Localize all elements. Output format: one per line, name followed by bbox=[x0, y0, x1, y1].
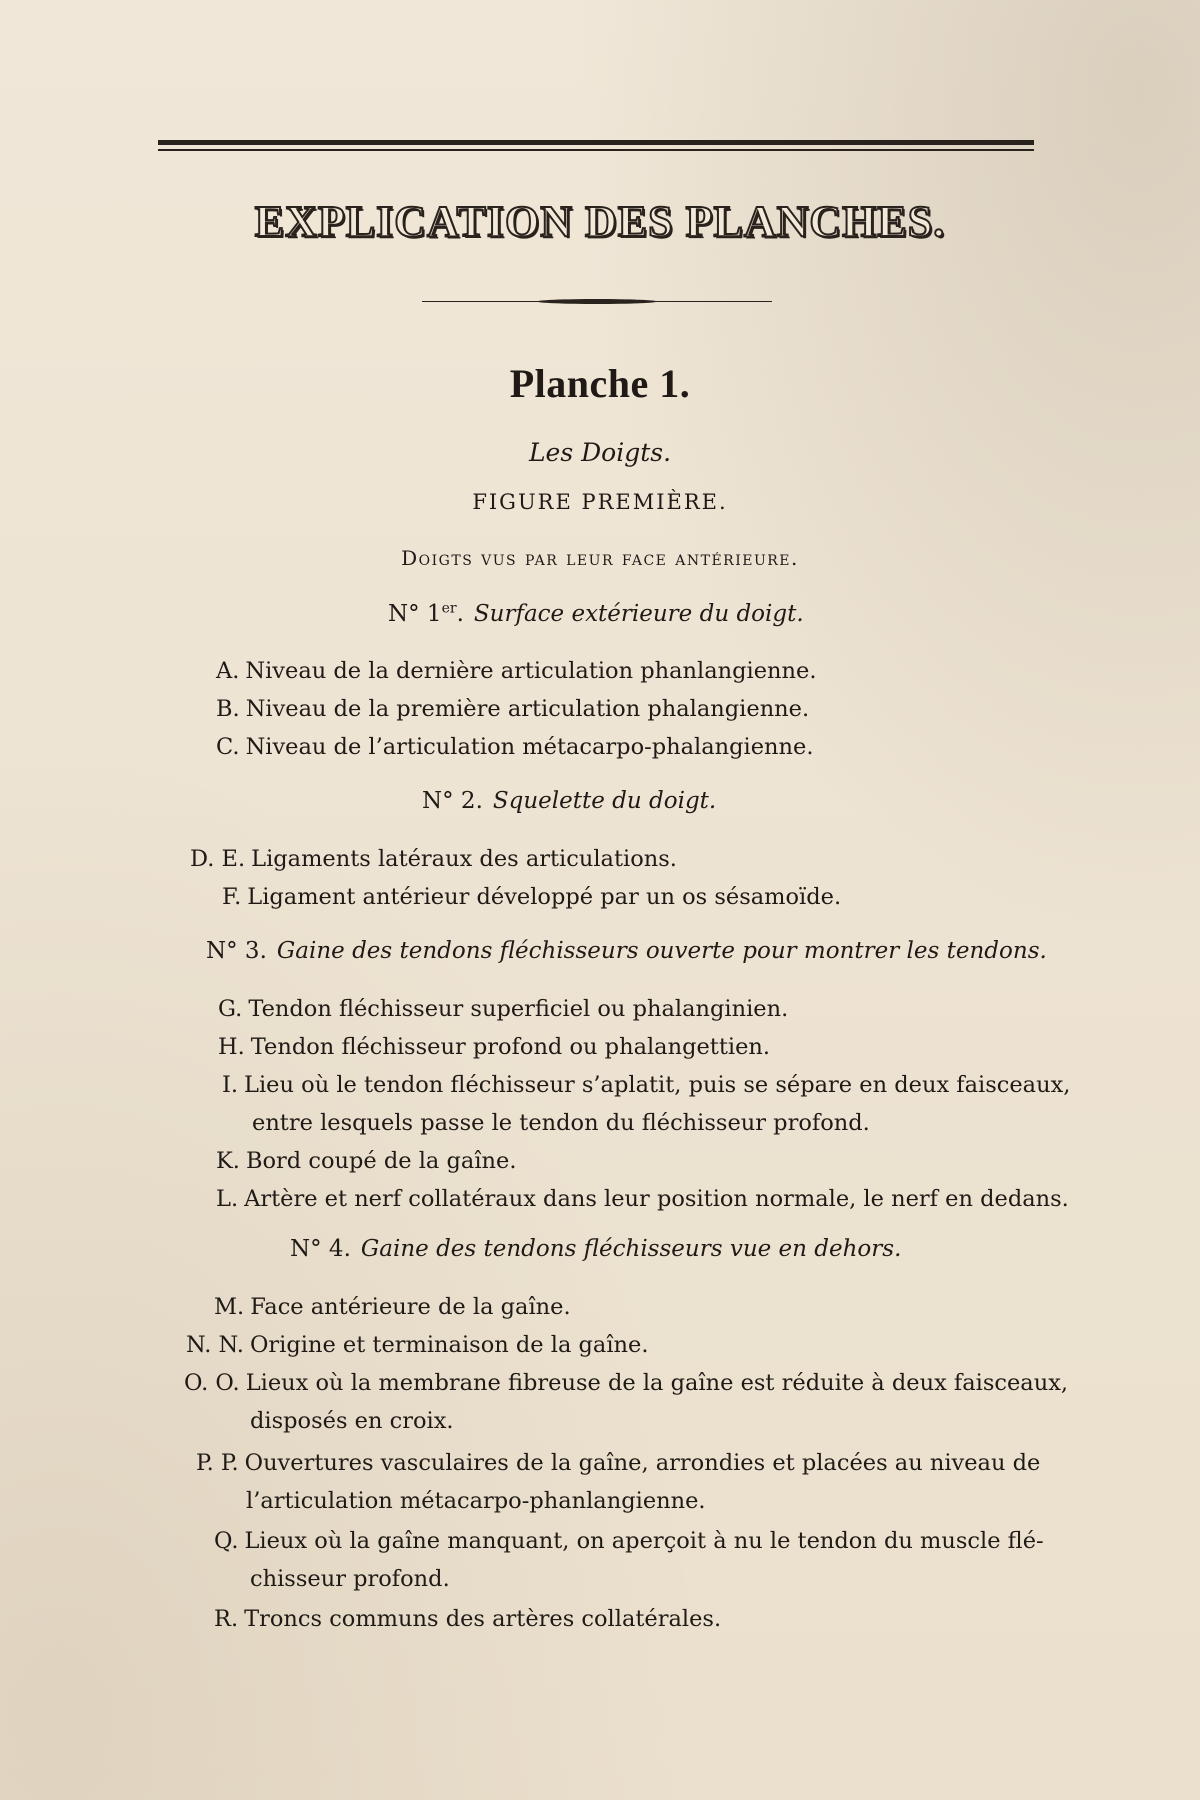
entry-letter: I. bbox=[222, 1072, 239, 1098]
section-title: Gaine des tendons fléchisseurs vue en dehors. bbox=[360, 1236, 902, 1262]
entry-letter: C. bbox=[216, 734, 240, 760]
section-number: N° 1er. bbox=[388, 600, 464, 627]
main-title: EXPLICATION DES PLANCHES. bbox=[254, 197, 946, 246]
entry-letter: D. E. bbox=[190, 846, 246, 872]
entry-text: Tendon fléchisseur superficiel ou phalanginien. bbox=[248, 996, 789, 1022]
entry-A bbox=[216, 652, 817, 690]
entry-O-O-continuation: disposés en croix. bbox=[250, 1408, 454, 1434]
entry-B bbox=[216, 690, 809, 728]
entry-I bbox=[222, 1066, 1070, 1104]
entry-letter: H. bbox=[218, 1034, 245, 1060]
ornament-center bbox=[537, 299, 657, 304]
entry-letter: R. bbox=[214, 1606, 239, 1632]
section-title: Squelette du doigt. bbox=[492, 788, 717, 814]
entry-Q bbox=[214, 1522, 1044, 1560]
section-number: N° 4. bbox=[290, 1236, 351, 1262]
entry-text: Lieux où la gaîne manquant, on aperçoit à nu le tendon du muscle flé- bbox=[244, 1528, 1044, 1554]
entry-F bbox=[222, 878, 841, 916]
entry-R bbox=[214, 1600, 721, 1638]
entry-text: Ligament antérieur développé par un os sésamoïde. bbox=[247, 884, 842, 910]
entry-letter: L. bbox=[216, 1186, 239, 1212]
top-rule-thick bbox=[158, 140, 1034, 145]
entry-text: Niveau de la dernière articulation phanlangienne. bbox=[245, 658, 817, 684]
entry-letter: O. O. bbox=[184, 1370, 240, 1396]
entry-text: Origine et terminaison de la gaîne. bbox=[249, 1332, 649, 1358]
entry-D-E bbox=[190, 840, 677, 878]
entry-letter: A. bbox=[216, 658, 240, 684]
section-title: Gaine des tendons fléchisseurs ouverte pour montrer les tendons. bbox=[276, 938, 1047, 964]
entry-letter: P. P. bbox=[196, 1450, 239, 1476]
section-heading-4 bbox=[290, 1236, 901, 1262]
entry-P-P-continuation: l’articulation métacarpo-phanlangienne. bbox=[246, 1488, 706, 1514]
entry-text: Niveau de la première articulation phalangienne. bbox=[245, 696, 810, 722]
entry-text: Ouvertures vasculaires de la gaîne, arrondies et placées au niveau de bbox=[244, 1450, 1041, 1476]
plate-subtitle: Les Doigts. bbox=[528, 438, 672, 467]
entry-letter: B. bbox=[216, 696, 240, 722]
entry-text: Troncs communs des artères collatérales. bbox=[244, 1606, 722, 1632]
entry-C bbox=[216, 728, 814, 766]
entry-letter: Q. bbox=[214, 1528, 239, 1554]
entry-text: Lieux où la membrane fibreuse de la gaîne est réduite à deux faisceaux, bbox=[245, 1370, 1069, 1396]
entry-letter: G. bbox=[218, 996, 243, 1022]
section-heading-1 bbox=[388, 600, 804, 627]
entry-P-P bbox=[196, 1444, 1040, 1482]
entry-letter: K. bbox=[216, 1148, 240, 1174]
entry-Q-continuation: chisseur profond. bbox=[250, 1566, 450, 1592]
entry-text: Lieu où le tendon fléchisseur s’aplatit, puis se sépare en deux faisceaux, bbox=[244, 1072, 1071, 1098]
entry-L bbox=[216, 1180, 1069, 1218]
top-double-rule bbox=[158, 140, 1034, 154]
section-number: N° 3. bbox=[206, 938, 267, 964]
entry-G bbox=[218, 990, 788, 1028]
entry-letter: N. N. bbox=[186, 1332, 244, 1358]
entry-text: Face antérieure de la gaîne. bbox=[250, 1294, 571, 1320]
figure-caption: Doigts vus par leur face antérieure. bbox=[401, 546, 799, 570]
section-number: N° 2. bbox=[422, 788, 483, 814]
entry-I-continuation: entre lesquels passe le tendon du fléchisseur profond. bbox=[252, 1110, 870, 1136]
planche-heading: Planche 1. bbox=[509, 361, 691, 406]
entry-letter: M. bbox=[214, 1294, 245, 1320]
section-heading-2 bbox=[422, 788, 716, 814]
entry-text: Tendon fléchisseur profond ou phalangettien. bbox=[250, 1034, 771, 1060]
entry-letter: F. bbox=[222, 884, 242, 910]
entry-K bbox=[216, 1142, 516, 1180]
entry-text: Niveau de l’articulation métacarpo-phalangienne. bbox=[245, 734, 814, 760]
top-rule-thin bbox=[158, 149, 1034, 151]
section-heading-3 bbox=[206, 938, 1047, 964]
entry-text: Bord coupé de la gaîne. bbox=[245, 1148, 517, 1174]
entry-text: Artère et nerf collatéraux dans leur position normale, le nerf en dedans. bbox=[244, 1186, 1069, 1212]
entry-O-O bbox=[184, 1364, 1068, 1402]
entry-H bbox=[218, 1028, 770, 1066]
entry-M bbox=[214, 1288, 571, 1326]
section-title: Surface extérieure du doigt. bbox=[473, 600, 804, 627]
figure-heading: FIGURE PREMIÈRE. bbox=[472, 490, 728, 514]
entry-text: Ligaments latéraux des articulations. bbox=[251, 846, 677, 872]
entry-N-N bbox=[186, 1326, 649, 1364]
ornament-divider bbox=[422, 298, 772, 306]
